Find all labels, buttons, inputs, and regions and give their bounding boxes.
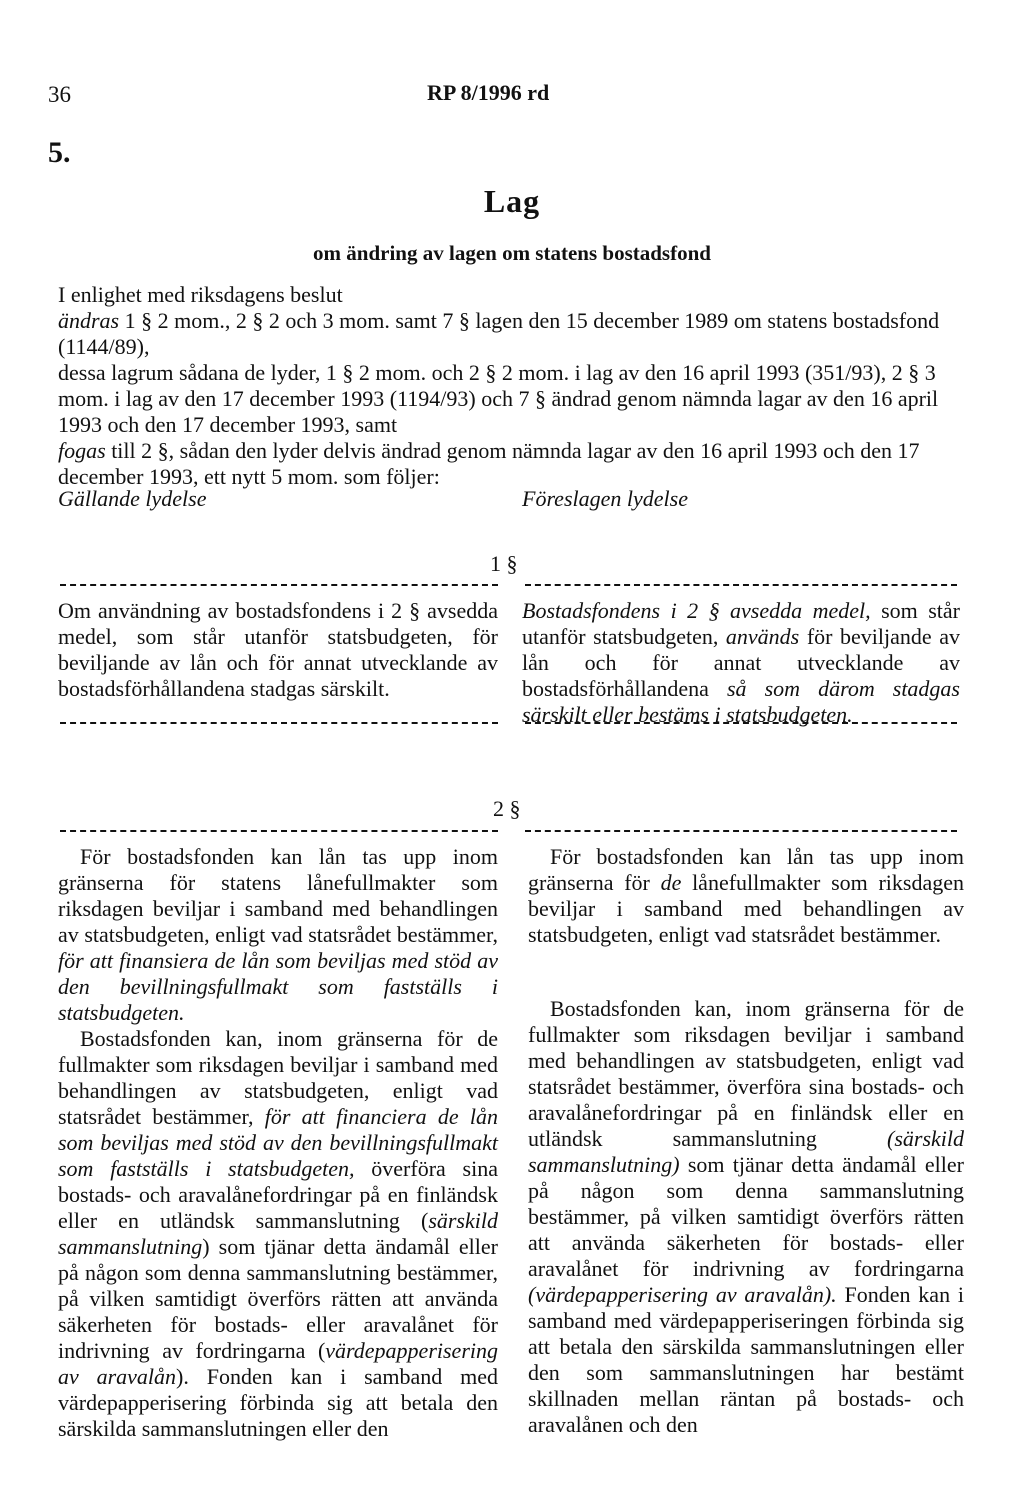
document-title: RP 8/1996 rd: [427, 80, 550, 105]
dashed-separator: [60, 584, 498, 586]
text-span: Bostadsfonden kan, inom gränserna för de fullmakter som riksdagen beviljar i samband med behandlingen av statsbudgeten, enligt vad statsrådet bestämmer,: [58, 1026, 498, 1129]
paragraph: [528, 844, 964, 948]
column-heading-proposed: Föreslagen lydelse: [522, 486, 688, 511]
paragraph: [58, 1026, 498, 1442]
text-span: överföra sina bostads- och aravalånefordringar på en finländsk eller en utländsk sammanslutning (: [58, 1156, 498, 1233]
dashed-separator: [525, 830, 957, 832]
text-span: ). Fonden kan i samband med värdepapperisering förbinda sig att betala den särskilda sammanslutningen eller den: [58, 1364, 498, 1441]
intro-paragraph: [58, 308, 968, 360]
emphasis: (särskild sammanslutning): [528, 1126, 964, 1177]
section-1-current-text: [58, 598, 498, 702]
text-span: för beviljande av lån och för annat utvecklande av bostadsförhållandena: [522, 624, 960, 701]
emphasis: för att financiera de lån som beviljas med stöd av den bevillningsfullmakt som fastställs i statsbudgeten,: [58, 1104, 499, 1181]
emphasis: så som därom stadgas särskilt eller bestäms i statsbudgeten.: [522, 676, 960, 727]
text-span: Fonden kan i samband med värdepapperiseringen förbinda sig att betala den särskilda sammanslutningen eller den som sammanslutningen har bestämt skillnaden mellan räntan på bostads- och aravalånen och den: [528, 1282, 964, 1437]
intro-text-span: 1 § 2 mom., 2 § 2 och 3 mom. samt 7 § lagen den 15 december 1989 om statens bostadsfond (1144/89),: [58, 308, 940, 359]
emphasis: de: [660, 870, 682, 895]
section-1-proposed-text: [522, 598, 960, 728]
text-span: Bostadsfonden kan, inom gränserna för de fullmakter som riksdagen beviljar i samband med behandlingen av statsbudgeten, enligt vad statsrådet bestämmer, överföra sina bostads- och aravalånefordringar på en finländsk eller en utländsk sammanslutning: [528, 996, 964, 1151]
column-heading-current: Gällande lydelse: [58, 486, 207, 511]
section-2-proposed-text: [528, 844, 964, 1438]
text-span: lånefullmakter som riksdagen beviljar i samband med behandlingen av statsbudgeten, enligt vad statsrådet bestämmer.: [528, 870, 964, 947]
intro-line: I enlighet med riksdagens beslut: [58, 282, 343, 307]
intro-emphasis: ändras: [58, 308, 120, 333]
emphasis: Bostadsfondens i 2 § avsedda medel,: [522, 598, 871, 623]
emphasis: används: [725, 624, 800, 649]
paragraph: [58, 844, 498, 1026]
intro-emphasis: fogas: [58, 438, 106, 463]
dashed-separator: [60, 830, 498, 832]
law-subtitle: om ändring av lagen om statens bostadsfond: [313, 241, 711, 265]
law-title: Lag: [483, 183, 541, 219]
intro-paragraph: [58, 438, 968, 490]
dashed-separator: [525, 584, 957, 586]
section-2-label: 2 §: [493, 796, 521, 821]
dashed-separator: [60, 722, 498, 724]
intro-text: [58, 282, 968, 490]
paragraph: [522, 598, 960, 728]
intro-text-span: till 2 §, sådan den lyder delvis ändrad genom nämnda lagar av den 16 april 1993 och den 17 december 1993, ett nytt 5 mom. som följer:: [58, 438, 920, 489]
paragraph: [528, 996, 964, 1438]
text-span: För bostadsfonden kan lån tas upp inom gränserna för: [528, 844, 964, 895]
emphasis: värdepapperisering av aravalån: [58, 1338, 498, 1389]
section-2-current-text: [58, 844, 498, 1442]
paragraph: Om användning av bostadsfondens i 2 § avsedda medel, som står utanför statsbudgeten, för beviljande av lån och för annat utvecklande av bostadsförhållandena stadgas särskilt.: [58, 598, 498, 701]
page-number: 36: [48, 82, 71, 107]
emphasis: för att finansiera de lån som beviljas med stöd av den bevillningsfullmakt som fastställs i statsbudgeten.: [58, 948, 498, 1025]
emphasis: (värdepapperisering av aravalån).: [528, 1282, 837, 1307]
dashed-separator: [525, 722, 957, 724]
section-1-label: 1 §: [490, 551, 518, 576]
text-span: som tjänar detta ändamål eller på någon som denna sammanslutning bestämmer, på vilken samtidigt överförs rätten att använda säkerheten för bostads- eller aravalånet för indrivning av fordringarna: [528, 1152, 964, 1281]
intro-paragraph: dessa lagrum sådana de lyder, 1 § 2 mom. och 2 § 2 mom. i lag av den 16 april 1993 (351/93), 2 § 3 mom. i lag av den 17 december 1993 (1194/93) och 7 § ändrad genom nämnda lagar av den 16 april 1993 och den 17 december 1993, samt: [58, 360, 939, 437]
emphasis: särskild sammanslutning: [58, 1208, 498, 1259]
section-number: 5.: [48, 136, 71, 169]
text-span: ) som tjänar detta ändamål eller på någon som denna sammanslutning bestämmer, på vilken samtidigt överförs rätten att använda säkerheten för bostads- eller aravalånet för indrivning av fordringarna (: [58, 1234, 498, 1363]
text-span: För bostadsfonden kan lån tas upp inom gränserna för statens lånefullmakter som riksdagen beviljar i samband med behandlingen av statsbudgeten, enligt vad statsrådet bestämmer,: [58, 844, 498, 947]
text-span: som står utanför statsbudgeten,: [522, 598, 960, 649]
